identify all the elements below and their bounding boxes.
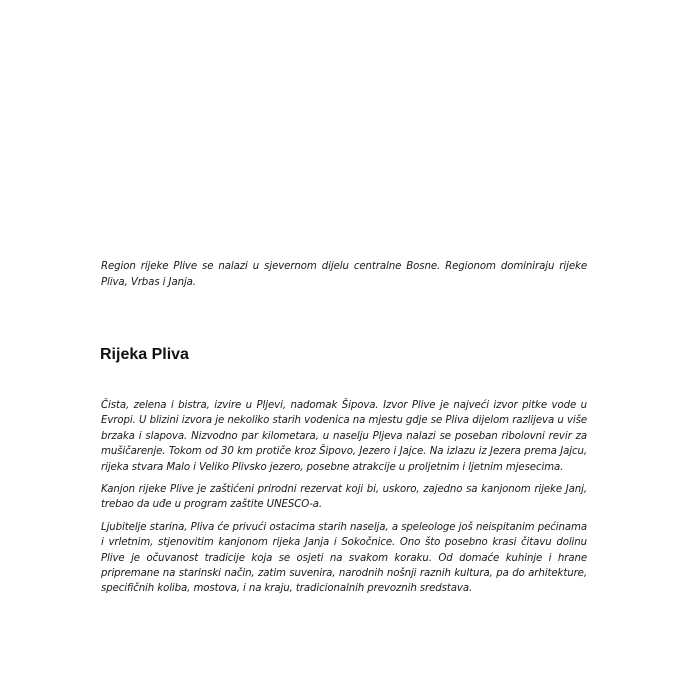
section-title: Rijeka Pliva — [100, 346, 189, 363]
intro-paragraph: Region rijeke Plive se nalazi u sjevernom dijelu centralne Bosne. Regionom dominiraju rijeke Pliva, Vrbas i Janja. — [101, 261, 587, 288]
section-body — [101, 398, 587, 604]
body-paragraph-1: Čista, zelena i bistra, izvire u Pljevi, nadomak Šipova. Izvor Plive je najveći izvor pitke vode u Evropi. U blizini izvora je nekoliko starih vodenica na mjestu gdje se Pliva dijelom razlijeva u više brzaka i slapova. Nizvodno par kilometara, u naselju Pljeva nalazi se poseban ribolovni revir za mušičarenje. Tokom od 30 km protiče kroz Šipovo, Jezero i Jajce. Na izlazu iz Jezera prema Jajcu, rijeka stvara Malo i Veliko Plivsko jezero, posebne atrakcije u proljetnim i ljetnim mjesecima. — [101, 400, 587, 473]
body-paragraph-3: Ljubitelje starina, Pliva će privući ostacima starih naselja, a speleologe još neispitanim pećinama i vrletnim, stjenovitim kanjonom rijeka Janja i Sokočnice. Ono što posebno krasi čitavu dolinu Plive je očuvanost tradicije koja se osjeti na svakom koraku. Od domaće kuhinje i hrane pripremane na starinski način, zatim suvenira, narodnih nošnji raznih kultura, pa do arhitekture, specifičnih koliba, mostova, i na kraju, tradicionalnih prevoznih sredstava. — [101, 521, 587, 595]
body-paragraph-2: Kanjon rijeke Plive je zaštićeni prirodni rezervat koji bi, uskoro, zajedno sa kanjonom rijeke Janj, trebao da uđe u program zaštite UNESCO-a. — [101, 484, 587, 511]
